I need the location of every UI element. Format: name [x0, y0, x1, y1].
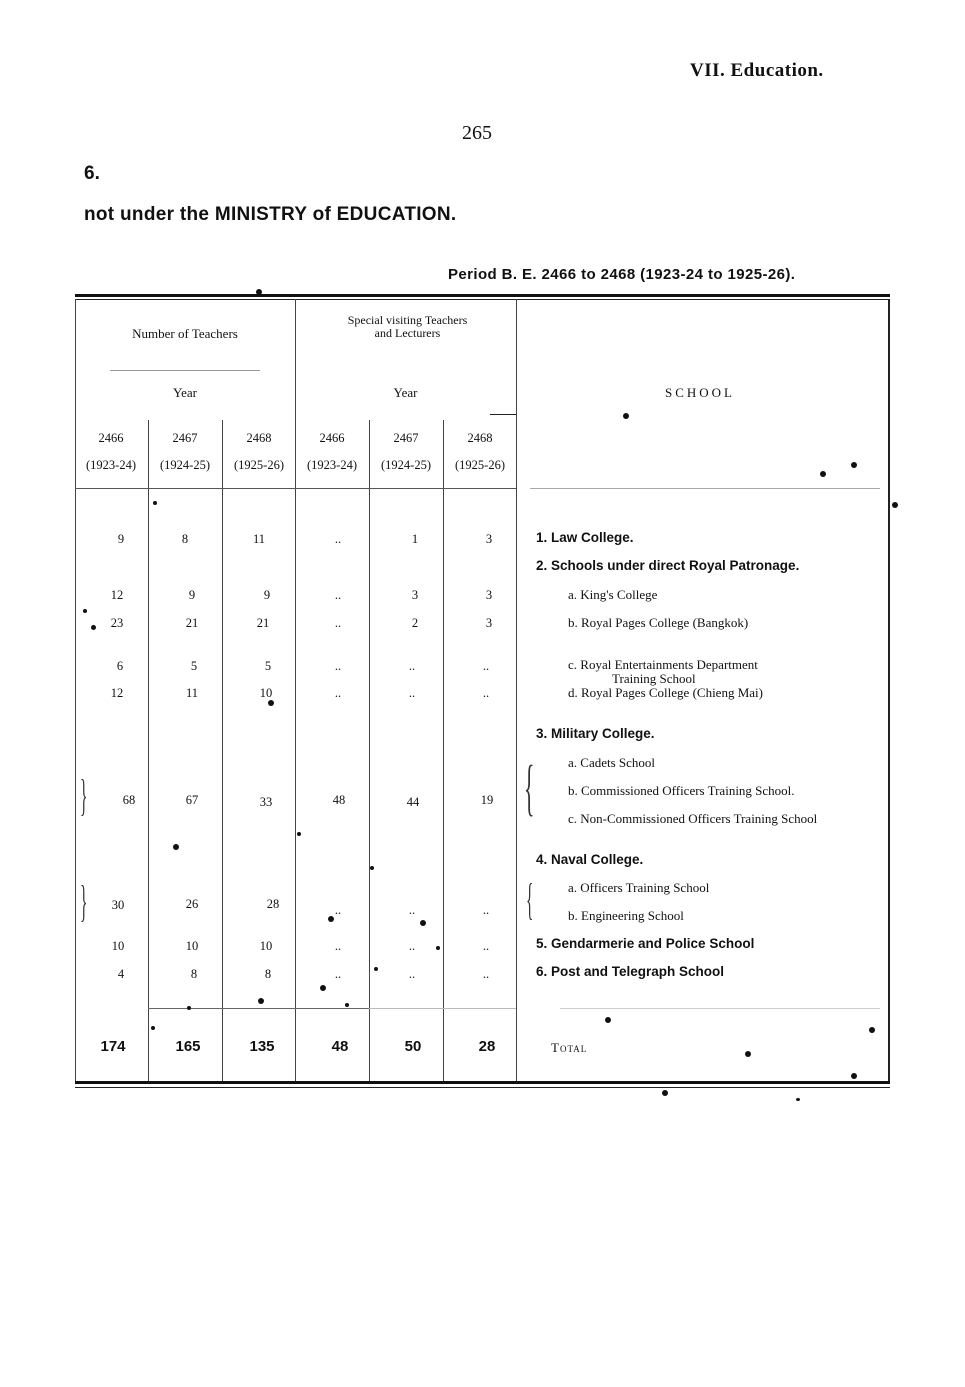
- table-cell: 26: [185, 897, 199, 911]
- school-name: b. Royal Pages College (Bangkok): [568, 615, 749, 630]
- table-cell: 11: [252, 532, 266, 546]
- table-cell: 9: [263, 588, 271, 602]
- table-cell: ..: [334, 939, 342, 953]
- section-subtitle: not under the MINISTRY of EDUCATION.: [84, 204, 457, 225]
- school-name: 3. Military College.: [536, 726, 655, 741]
- table-cell: 67: [185, 793, 199, 807]
- total-cell: 48: [331, 1038, 349, 1055]
- table-cell: ..: [408, 939, 416, 953]
- table-cell: 8: [190, 967, 198, 981]
- school-name: a. Cadets School: [568, 755, 656, 770]
- school-name: 6. Post and Telegraph School: [536, 964, 725, 979]
- table-cell: 11: [185, 686, 199, 700]
- school-name: 1. Law College.: [536, 530, 634, 545]
- total-cell: 28: [478, 1038, 496, 1055]
- table-cell: ..: [334, 532, 342, 546]
- table-cell: 30: [111, 898, 125, 912]
- table-cell: 68: [122, 793, 136, 807]
- school-name: a. Officers Training School: [568, 880, 710, 895]
- school-name: 5. Gendarmerie and Police School: [536, 936, 755, 951]
- table-cell: ..: [334, 686, 342, 700]
- teachers-group-header: Number of Teachers: [132, 326, 238, 341]
- total-label: Total: [551, 1040, 588, 1055]
- table-cell: ..: [334, 588, 342, 602]
- table-cell: ..: [482, 903, 490, 917]
- table-cell: 23: [110, 616, 124, 630]
- year-ce: (1923-24): [307, 458, 357, 472]
- table-cell: ..: [408, 686, 416, 700]
- table-cell: 12: [110, 686, 124, 700]
- school-name: b. Commissioned Officers Training School.: [568, 783, 795, 798]
- total-cell: 135: [249, 1038, 275, 1055]
- table-cell: 10: [111, 939, 125, 953]
- school-name: c. Royal Entertainments Department: [568, 657, 758, 672]
- brace-left-naval: }: [80, 877, 88, 926]
- school-name: c. Non-Commissioned Officers Training School: [568, 811, 818, 826]
- table-cell: ..: [334, 659, 342, 673]
- table-cell: ..: [408, 903, 416, 917]
- year-be: 2466: [98, 431, 124, 445]
- school-name: a. King's College: [568, 587, 658, 602]
- total-cell: 174: [100, 1038, 126, 1055]
- table-cell: 4: [117, 967, 125, 981]
- year-ce: (1924-25): [160, 458, 210, 472]
- total-cell: 50: [404, 1038, 422, 1055]
- teachers-year-label: Year: [173, 385, 197, 400]
- table-cell: 28: [266, 897, 280, 911]
- table-cell: 21: [185, 616, 199, 630]
- table-cell: 8: [181, 532, 189, 546]
- table-cell: 48: [332, 793, 346, 807]
- table-cell: 19: [480, 793, 494, 807]
- total-cell: 165: [175, 1038, 201, 1055]
- year-ce: (1925-26): [455, 458, 505, 472]
- table-cell: ..: [334, 903, 342, 917]
- page-number: 265: [462, 122, 492, 144]
- brace-right-naval: {: [526, 875, 534, 924]
- visiting-year-label: Year: [393, 385, 418, 400]
- table-cell: 12: [110, 588, 124, 602]
- section-number: 6.: [84, 163, 100, 184]
- table-cell: 5: [190, 659, 198, 673]
- year-ce: (1925-26): [234, 458, 284, 472]
- school-name: 4. Naval College.: [536, 852, 644, 867]
- chapter-heading: VII. Education.: [690, 60, 824, 81]
- school-column-header: SCHOOL: [664, 385, 735, 400]
- table-cell: 5: [264, 659, 272, 673]
- table-cell: ..: [482, 939, 490, 953]
- table-cell: 10: [259, 939, 273, 953]
- table-cell: 3: [485, 616, 493, 630]
- visiting-group-header: Special visiting Teachers and Lecturers: [347, 313, 468, 340]
- table-cell: ..: [482, 967, 490, 981]
- table-cell: 9: [188, 588, 196, 602]
- table-cell: 3: [485, 588, 493, 602]
- period-heading: Period B. E. 2466 to 2468 (1923-24 to 1925-26).: [448, 266, 796, 283]
- table-cell: 10: [185, 939, 199, 953]
- table-cell: 8: [264, 967, 272, 981]
- school-name: 2. Schools under direct Royal Patronage.: [536, 558, 800, 573]
- year-ce: (1924-25): [381, 458, 431, 472]
- table-cell: ..: [334, 967, 342, 981]
- table-cell: 3: [411, 588, 419, 602]
- year-be: 2467: [172, 431, 198, 445]
- table-cell: ..: [482, 659, 490, 673]
- table-cell: 44: [406, 795, 420, 809]
- table-cell: 21: [256, 616, 270, 630]
- table-cell: 10: [259, 686, 273, 700]
- year-be: 2467: [393, 431, 419, 445]
- year-be: 2468: [246, 431, 272, 445]
- school-name: b. Engineering School: [568, 908, 684, 923]
- table-cell: 2: [411, 616, 419, 630]
- table-cell: ..: [408, 967, 416, 981]
- table-cell: 33: [259, 795, 273, 809]
- school-name: d. Royal Pages College (Chieng Mai): [568, 685, 763, 700]
- school-name-continued: Training School: [612, 671, 696, 686]
- brace-left-military: }: [80, 771, 88, 820]
- brace-right-military: {: [524, 754, 535, 822]
- table-cell: ..: [408, 659, 416, 673]
- table-cell: ..: [334, 616, 342, 630]
- year-be: 2466: [319, 431, 345, 445]
- table-cell: 1: [411, 532, 419, 546]
- table-cell: ..: [482, 686, 490, 700]
- table-cell: 6: [116, 659, 124, 673]
- year-be: 2468: [467, 431, 493, 445]
- year-ce: (1923-24): [86, 458, 136, 472]
- table-cell: 3: [485, 532, 493, 546]
- table-cell: 9: [117, 532, 125, 546]
